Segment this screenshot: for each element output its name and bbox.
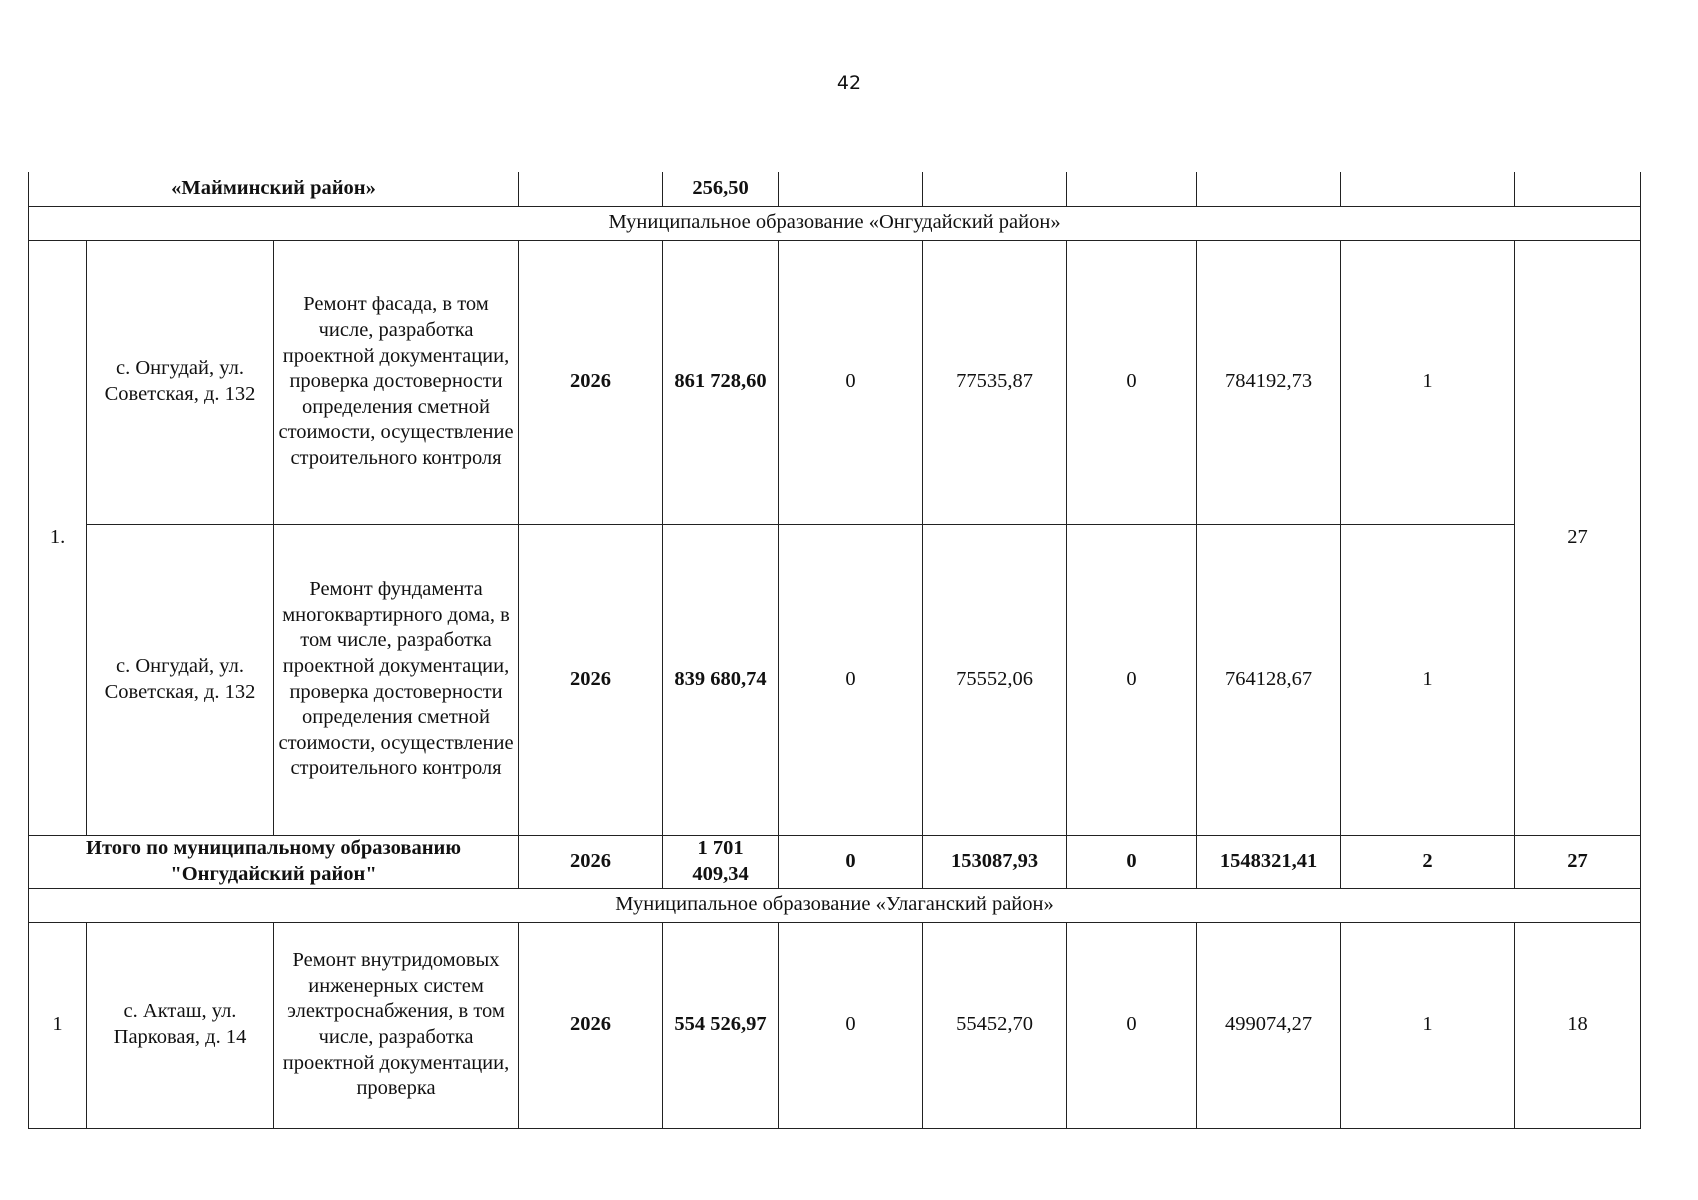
- table-cell: 0: [1067, 922, 1197, 1128]
- year-cell: 2026: [519, 240, 663, 524]
- address-cell: с. Онгудай, ул. Советская, д. 132: [87, 240, 274, 524]
- table-cell: [1067, 172, 1197, 206]
- year-cell: 2026: [519, 922, 663, 1128]
- section-header-row: [29, 206, 1641, 240]
- row-number-cell: 1: [29, 922, 87, 1128]
- work-cell: Ремонт фундамента многоквартирного дома, в том числе, разработка проектной документации, проверка достоверности определения сметной стоимости, осуществление строительного контроля: [274, 524, 519, 835]
- table-cell: 55452,70: [923, 922, 1067, 1128]
- total-cell: 554 526,97: [663, 922, 779, 1128]
- table-cell: 18: [1515, 922, 1641, 1128]
- works-table: [28, 172, 1641, 1129]
- table-cell: [1197, 172, 1341, 206]
- section-title: Муниципальное образование «Онгудайский район»: [29, 206, 1641, 240]
- year-cell: 2026: [519, 835, 663, 888]
- table-row: [29, 172, 1641, 206]
- table-cell: 1548321,41: [1197, 835, 1341, 888]
- table-cell: 0: [779, 922, 923, 1128]
- table-cell: 2: [1341, 835, 1515, 888]
- table-cell: 784192,73: [1197, 240, 1341, 524]
- section-header-row: [29, 888, 1641, 922]
- table-row: [29, 922, 1641, 1128]
- table-cell: 1: [1341, 922, 1515, 1128]
- table-cell: 27: [1515, 835, 1641, 888]
- row-number-cell: 1.: [29, 240, 87, 835]
- table-cell: [519, 172, 663, 206]
- table-cell: 0: [779, 524, 923, 835]
- table-cell: 75552,06: [923, 524, 1067, 835]
- table-cell: [923, 172, 1067, 206]
- table-row: [29, 240, 1641, 524]
- table-row: [29, 524, 1641, 835]
- total-cell: 839 680,74: [663, 524, 779, 835]
- address-cell: с. Онгудай, ул. Советская, д. 132: [87, 524, 274, 835]
- table-cell: [1341, 172, 1515, 206]
- table-cell: 1: [1341, 524, 1515, 835]
- table-cell: 0: [1067, 835, 1197, 888]
- table-cell: 764128,67: [1197, 524, 1341, 835]
- section-title: Муниципальное образование «Улаганский район»: [29, 888, 1641, 922]
- table-cell: 1: [1341, 240, 1515, 524]
- amount-cell: 256,50: [663, 172, 779, 206]
- table-cell: 153087,93: [923, 835, 1067, 888]
- total-cell: 861 728,60: [663, 240, 779, 524]
- address-cell: с. Акташ, ул. Парковая, д. 14: [87, 922, 274, 1128]
- work-cell: Ремонт фасада, в том числе, разработка проектной документации, проверка достоверности определения сметной стоимости, осуществление строительного контроля: [274, 240, 519, 524]
- table-cell: 0: [779, 835, 923, 888]
- table-cell: [779, 172, 923, 206]
- table-cell: 499074,27: [1197, 922, 1341, 1128]
- page-number: 42: [836, 72, 862, 94]
- table-cell: 0: [779, 240, 923, 524]
- table-cell: 0: [1067, 240, 1197, 524]
- district-name-cell: «Майминский район»: [29, 172, 519, 206]
- table-cell: [1515, 172, 1641, 206]
- total-row: [29, 835, 1641, 888]
- table-cell: 27: [1515, 240, 1641, 835]
- work-cell: Ремонт внутридомовых инженерных систем электроснабжения, в том числе, разработка проектной документации, проверка: [274, 922, 519, 1128]
- total-cell: 1 701 409,34: [663, 835, 779, 888]
- total-label-cell: Итого по муниципальному образованию "Онгудайский район": [29, 835, 519, 888]
- table-cell: 0: [1067, 524, 1197, 835]
- year-cell: 2026: [519, 524, 663, 835]
- table-cell: 77535,87: [923, 240, 1067, 524]
